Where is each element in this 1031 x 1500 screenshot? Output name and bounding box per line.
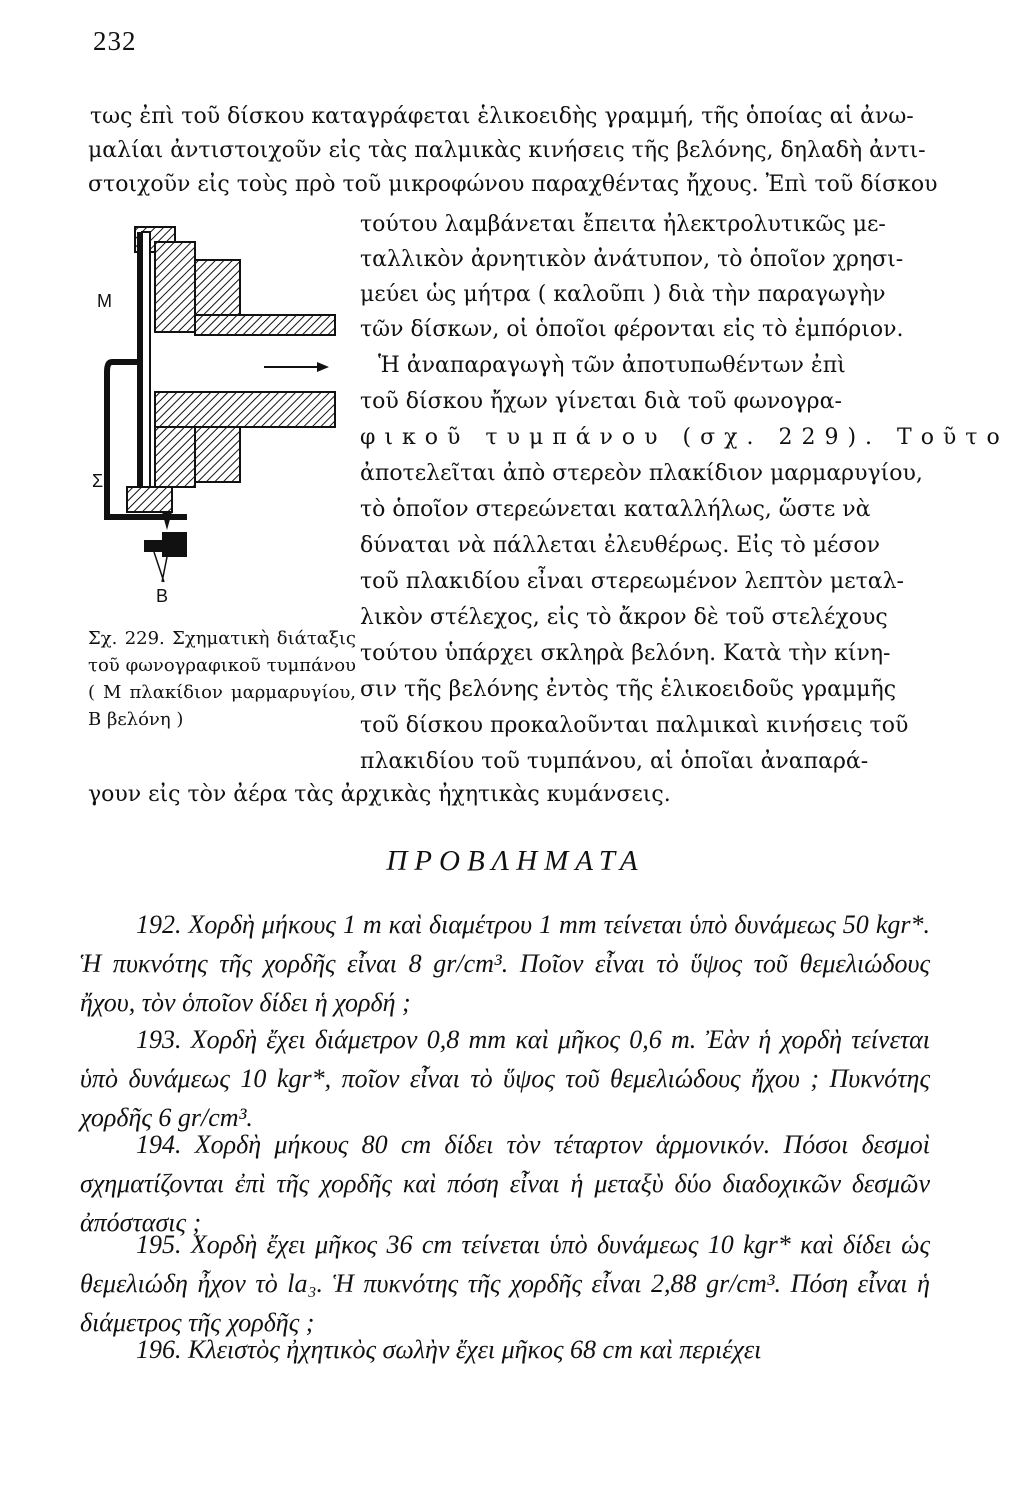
text-line: μαλίαι ἀντιστοιχοῦν εἰς τὰς παλμικὰς κινήσεις τῆς βελόνης, δηλαδὴ ἀντι-	[88, 138, 926, 163]
text-line: πλακιδίου τοῦ τυμπάνου, αἱ ὁποῖαι ἀναπαρά-	[360, 749, 869, 774]
problem-item	[80, 905, 930, 1022]
text-line: Ἡ ἀναπαραγωγὴ τῶν ἀποτυπωθέντων ἐπὶ	[378, 353, 846, 378]
text-line: φικοῦ τυμπάνου (σχ. 229). Τοῦτο	[360, 425, 1009, 450]
problem-text: Χορδὴ ἔχει διάμετρον 0,8 mm καὶ μῆκος 0,6 m. Ἐὰν ἡ χορδὴ τείνεται ὑπὸ δυνάμεως 10 kgr*, ποῖον εἶναι τὸ ὕψος τοῦ θεμελιώδους ἤχου ; Πυκνότης χορδῆς 6 gr/cm³.	[80, 1025, 930, 1132]
needle-tip	[162, 512, 172, 530]
section-title: ΠΡΟΒΛΗΜΑΤΑ	[386, 845, 645, 877]
housing-upper	[135, 227, 335, 335]
label-b: B	[156, 586, 169, 606]
screw-head	[144, 540, 162, 552]
arrow-head	[317, 362, 329, 372]
label-m: M	[97, 291, 112, 311]
needle-holder	[127, 487, 172, 512]
figure-caption: Σχ. 229. Σχηματικὴ διάταξις τοῦ φωνογραφικοῦ τυμπάνου ( M πλακίδιον μαρμαρυγίου, B βελόνη )	[88, 628, 356, 730]
text-line: μεύει ὡς μήτρα ( καλοῦπι ) διὰ τὴν παραγωγὴν	[360, 282, 886, 307]
problem-text: Χορδὴ μήκους 80 cm δίδει τὸν τέταρτον ἁρμονικόν. Πόσοι δεσμοὶ σχηματίζονται ἐπὶ τῆς χορδῆς καὶ πόση εἶναι ἡ μεταξὺ δύο διαδοχικῶν δεσμῶν ἀπόστασις ;	[80, 1130, 931, 1237]
text-line: τοῦ δίσκου προκαλοῦνται παλμικαὶ κινήσεις τοῦ	[360, 713, 909, 738]
plate-edge	[137, 232, 142, 497]
problem-number: 192.	[136, 910, 182, 939]
problem-text: Κλειστὸς ἠχητικὸς σωλὴν ἔχει μῆκος 68 cm καὶ περιέχει	[188, 1335, 762, 1364]
text-line: τούτου ὑπάρχει σκληρὰ βελόνη. Κατὰ τὴν κίνη-	[360, 641, 891, 666]
text-line: ἀποτελεῖται ἀπὸ στερεὸν πλακίδιον μαρμαρυγίου,	[360, 461, 923, 486]
text-line: τως ἐπὶ τοῦ δίσκου καταγράφεται ἑλικοειδὴς γραμμή, τῆς ὁποίας αἱ ἀνω-	[90, 104, 914, 129]
problem-number: 194.	[136, 1130, 182, 1159]
text-line: δύναται νὰ πάλλεται ἐλευθέρως. Εἰς τὸ μέσον	[360, 533, 881, 558]
housing-lower	[155, 392, 335, 487]
problem-item	[80, 1020, 930, 1137]
text-line: τῶν δίσκων, οἱ ὁποῖοι φέρονται εἰς τὸ ἐμπόριον.	[360, 317, 904, 342]
phonograph-diagram	[92, 222, 352, 622]
text-line: τούτου λαμβάνεται ἔπειτα ἠλεκτρολυτικῶς με-	[360, 212, 886, 237]
problem-item	[80, 1225, 930, 1342]
problem-item	[80, 1330, 930, 1369]
problem-number: 195.	[136, 1230, 182, 1259]
text-line: τὸ ὁποῖον στερεώνεται καταλλήλως, ὥστε νὰ	[360, 497, 871, 522]
text-line: σιν τῆς βελόνης ἐντὸς τῆς ἑλικοειδοῦς γραμμῆς	[360, 677, 897, 702]
phonograph-figure	[92, 222, 352, 622]
text-line: στοιχοῦν εἰς τοὺς πρὸ τοῦ μικροφώνου παραχθέντας ἤχους. Ἐπὶ τοῦ δίσκου	[88, 172, 938, 197]
problem-text: Χορδὴ ἔχει μῆκος 36 cm τείνεται ὑπὸ δυνάμεως 10 kgr* καὶ δίδει ὡς θεμελιώδη ἦχον τὸ la₃. Ἡ πυκνότης τῆς χορδῆς εἶναι 2,88 gr/cm³. Πόση εἶναι ἡ διάμετρος τῆς χορδῆς ;	[80, 1230, 930, 1337]
mica-plate	[142, 232, 150, 492]
text-line: ταλλικὸν ἀρνητικὸν ἀνάτυπον, τὸ ὁποῖον χρησι-	[360, 247, 904, 272]
problem-number: 196.	[136, 1335, 182, 1364]
page-number: 232	[93, 26, 137, 56]
text-line: γουν εἰς τὸν ἀέρα τὰς ἀρχικὰς ἠχητικὰς κυμάνσεις.	[88, 782, 671, 807]
text-line: λικὸν στέλεχος, εἰς τὸ ἄκρον δὲ τοῦ στελέχους	[360, 605, 888, 630]
problem-number: 193.	[136, 1025, 182, 1054]
problem-text: Χορδὴ μήκους 1 m καὶ διαμέτρου 1 mm τείνεται ὑπὸ δυνάμεως 50 kgr*. Ἡ πυκνότης τῆς χορδῆς εἶναι 8 gr/cm³. Ποῖον εἶναι τὸ ὕψος τοῦ θεμελιώδους ἤχου, τὸν ὁποῖον δίδει ἡ χορδή ;	[80, 910, 930, 1017]
text-line: τοῦ πλακιδίου εἶναι στερεωμένον λεπτὸν μεταλ-	[360, 569, 904, 594]
label-sigma: Σ	[92, 471, 104, 491]
screw-block	[162, 532, 187, 557]
text-line: τοῦ δίσκου ἤχων γίνεται διὰ τοῦ φωνογρα-	[360, 389, 842, 414]
